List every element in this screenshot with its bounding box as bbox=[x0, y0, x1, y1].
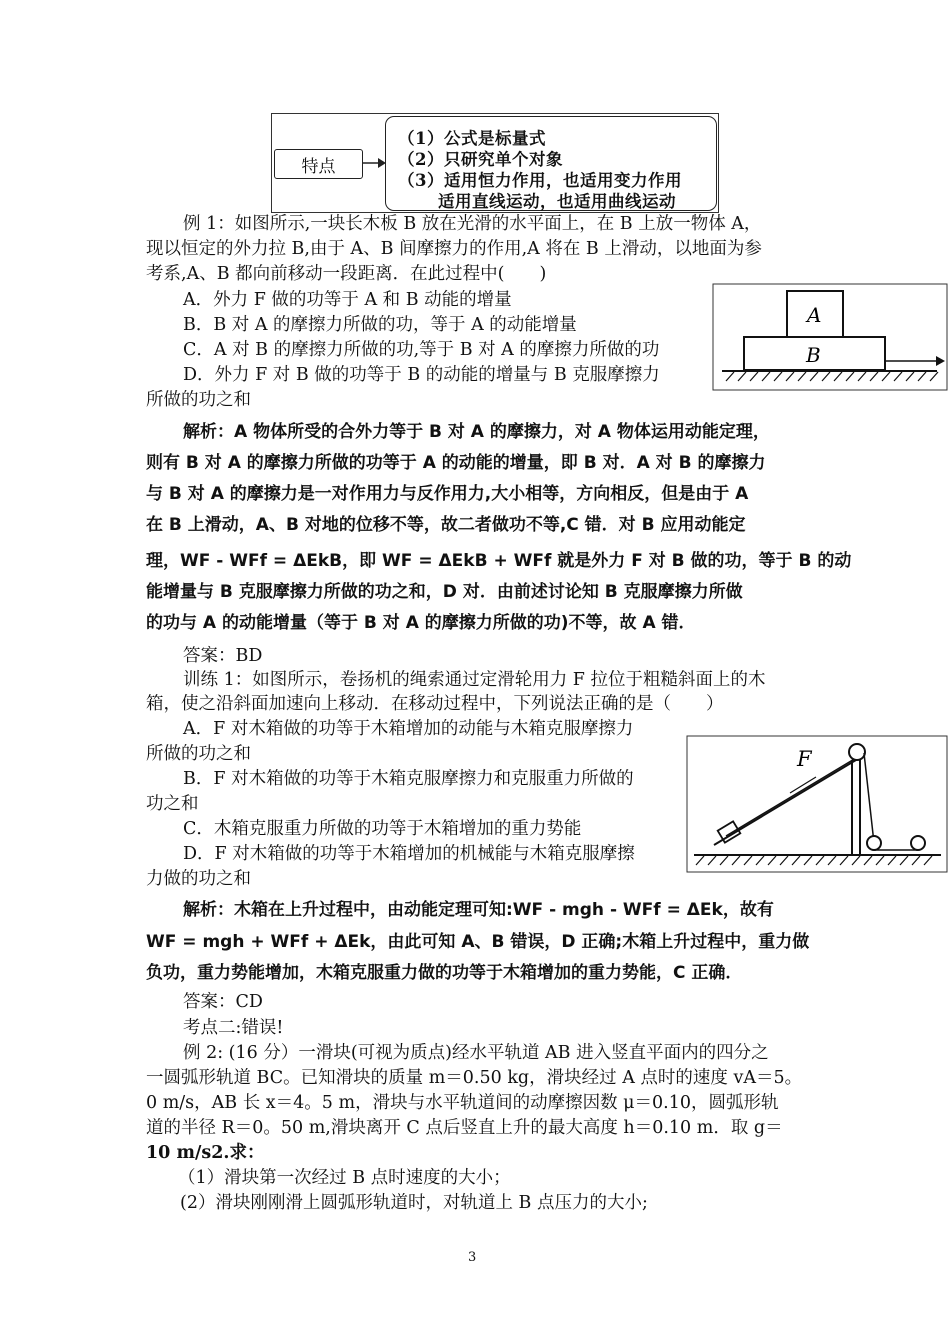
label-a: A bbox=[807, 303, 822, 327]
example2-text: 10 m/s2.求： bbox=[146, 1143, 265, 1163]
training1-question: 训练 1：如图所示，卷扬机的绳索通过定滑轮用力 F 拉位于粗糙斜面上的木 bbox=[183, 670, 766, 690]
features-label: 特点 bbox=[274, 149, 363, 179]
arrow-icon bbox=[361, 155, 387, 171]
label-b: B bbox=[806, 343, 821, 367]
training1-option-c: C．木箱克服重力所做的功等于木箱增加的重力势能 bbox=[183, 819, 582, 839]
winch-figure bbox=[686, 735, 948, 873]
page-number: 3 bbox=[468, 1250, 477, 1265]
example1-option-a: A．外力 F 做的功等于 A 和 B 动能的增量 bbox=[183, 290, 512, 310]
training1-question: 箱，使之沿斜面加速向上移动．在移动过程中，下列说法正确的是（ ） bbox=[146, 694, 724, 714]
training1-option-b: B．F 对木箱做的功等于木箱克服摩擦力和克服重力所做的 bbox=[183, 769, 634, 789]
example1-solution: 解析：A 物体所受的合外力等于 B 对 A 的摩擦力，对 A 物体运用动能定理， bbox=[183, 422, 770, 442]
feature-item: 适用直线运动，也适用曲线运动 bbox=[438, 192, 676, 211]
example1-solution: 在 B 上滑动，A、B 对地的位移不等，故二者做功不等,C 错．对 B 应用动能定 bbox=[146, 515, 746, 535]
example1-solution: 与 B 对 A 的摩擦力是一对作用力与反作用力,大小相等，方向相反，但是由于 A bbox=[146, 484, 749, 504]
example1-solution: 则有 B 对 A 的摩擦力所做的功等于 A 的动能的增量，即 B 对．A 对 B 的摩擦力 bbox=[146, 453, 766, 473]
feature-item: （3）适用恒力作用，也适用变力作用 bbox=[398, 171, 682, 190]
example2-text: 一圆弧形轨道 BC。已知滑块的质量 m＝0.50 kg，滑块经过 A 点时的速度 vA＝5。 bbox=[146, 1068, 803, 1088]
training1-option-a: A．F 对木箱做的功等于木箱增加的动能与木箱克服摩擦力 bbox=[183, 719, 634, 739]
example1-question: 现以恒定的外力拉 B,由于 A、B 间摩擦力的作用,A 将在 B 上滑动，以地面为参 bbox=[146, 239, 762, 259]
example1-option-d: 所做的功之和 bbox=[146, 390, 251, 410]
example1-solution: 理，WF - WFf = ΔEkB，即 WF = ΔEkB + WFf 就是外力 F 对 B 做的功，等于 B 的动 bbox=[146, 551, 852, 571]
example1-option-d: D．外力 F 对 B 做的功等于 B 的动能的增量与 B 克服摩擦力 bbox=[183, 365, 660, 385]
example2-text: 例 2: (16 分）一滑块(可视为质点)经水平轨道 AB 进入竖直平面内的四分之 bbox=[183, 1043, 769, 1063]
example1-answer: 答案：BD bbox=[183, 646, 263, 666]
training1-option-d: 力做的功之和 bbox=[146, 869, 251, 889]
winch-drum bbox=[867, 836, 881, 850]
training1-option-d: D．F 对木箱做的功等于木箱增加的机械能与木箱克服摩擦 bbox=[183, 844, 635, 864]
training1-option-b: 功之和 bbox=[146, 794, 199, 814]
blocks-figure bbox=[712, 283, 948, 391]
label-f: F bbox=[797, 747, 812, 771]
example2-text: 0 m/s，AB 长 x＝4。5 m，滑块与水平轨道间的动摩擦因数 μ＝0.10，圆弧形轨 bbox=[146, 1093, 779, 1113]
example1-solution: 能增量与 B 克服摩擦力所做的功之和，D 对．由前述讨论知 B 克服摩擦力所做 bbox=[146, 582, 743, 602]
example1-option-c: C．A 对 B 的摩擦力所做的功,等于 B 对 A 的摩擦力所做的功 bbox=[183, 340, 660, 360]
training1-solution: 解析：木箱在上升过程中，由动能定理可知:WF - mgh - WFf = ΔEk，故有 bbox=[183, 900, 774, 920]
pulley bbox=[849, 744, 865, 760]
training1-solution: WF = mgh + WFf + ΔEk，由此可知 A、B 错误，D 正确;木箱上升过程中，重力做 bbox=[146, 932, 810, 952]
example2-question-1: （1）滑块第一次经过 B 点时速度的大小； bbox=[178, 1168, 511, 1188]
training1-answer: 答案：CD bbox=[183, 992, 263, 1012]
example2-text: 道的半径 R＝0。50 m,滑块离开 C 点后竖直上升的最大高度 h＝0.10 m．取 g＝ bbox=[146, 1118, 783, 1138]
example1-option-b: B．B 对 A 的摩擦力所做的功，等于 A 的动能增量 bbox=[183, 315, 577, 335]
example2-question-2: (2）滑块刚刚滑上圆弧形轨道时，对轨道上 B 点压力的大小; bbox=[180, 1193, 648, 1213]
example1-question: 例 1：如图所示,一块长木板 B 放在光滑的水平面上，在 B 上放一物体 A， bbox=[183, 214, 762, 234]
example1-solution: 的功与 A 的动能增量（等于 B 对 A 的摩擦力所做的功)不等，故 A 错． bbox=[146, 613, 696, 633]
training1-solution: 负功，重力势能增加，木箱克服重力做的功等于木箱增加的重力势能，C 正确． bbox=[146, 963, 743, 983]
incline bbox=[714, 760, 856, 845]
training1-option-a: 所做的功之和 bbox=[146, 744, 251, 764]
feature-item: （2）只研究单个对象 bbox=[398, 150, 563, 169]
feature-item: （1）公式是标量式 bbox=[398, 129, 546, 148]
section-heading: 考点二:错误! bbox=[183, 1018, 284, 1038]
rope bbox=[726, 758, 856, 836]
example1-question: 考系,A、B 都向前移动一段距离．在此过程中( ) bbox=[146, 264, 547, 284]
